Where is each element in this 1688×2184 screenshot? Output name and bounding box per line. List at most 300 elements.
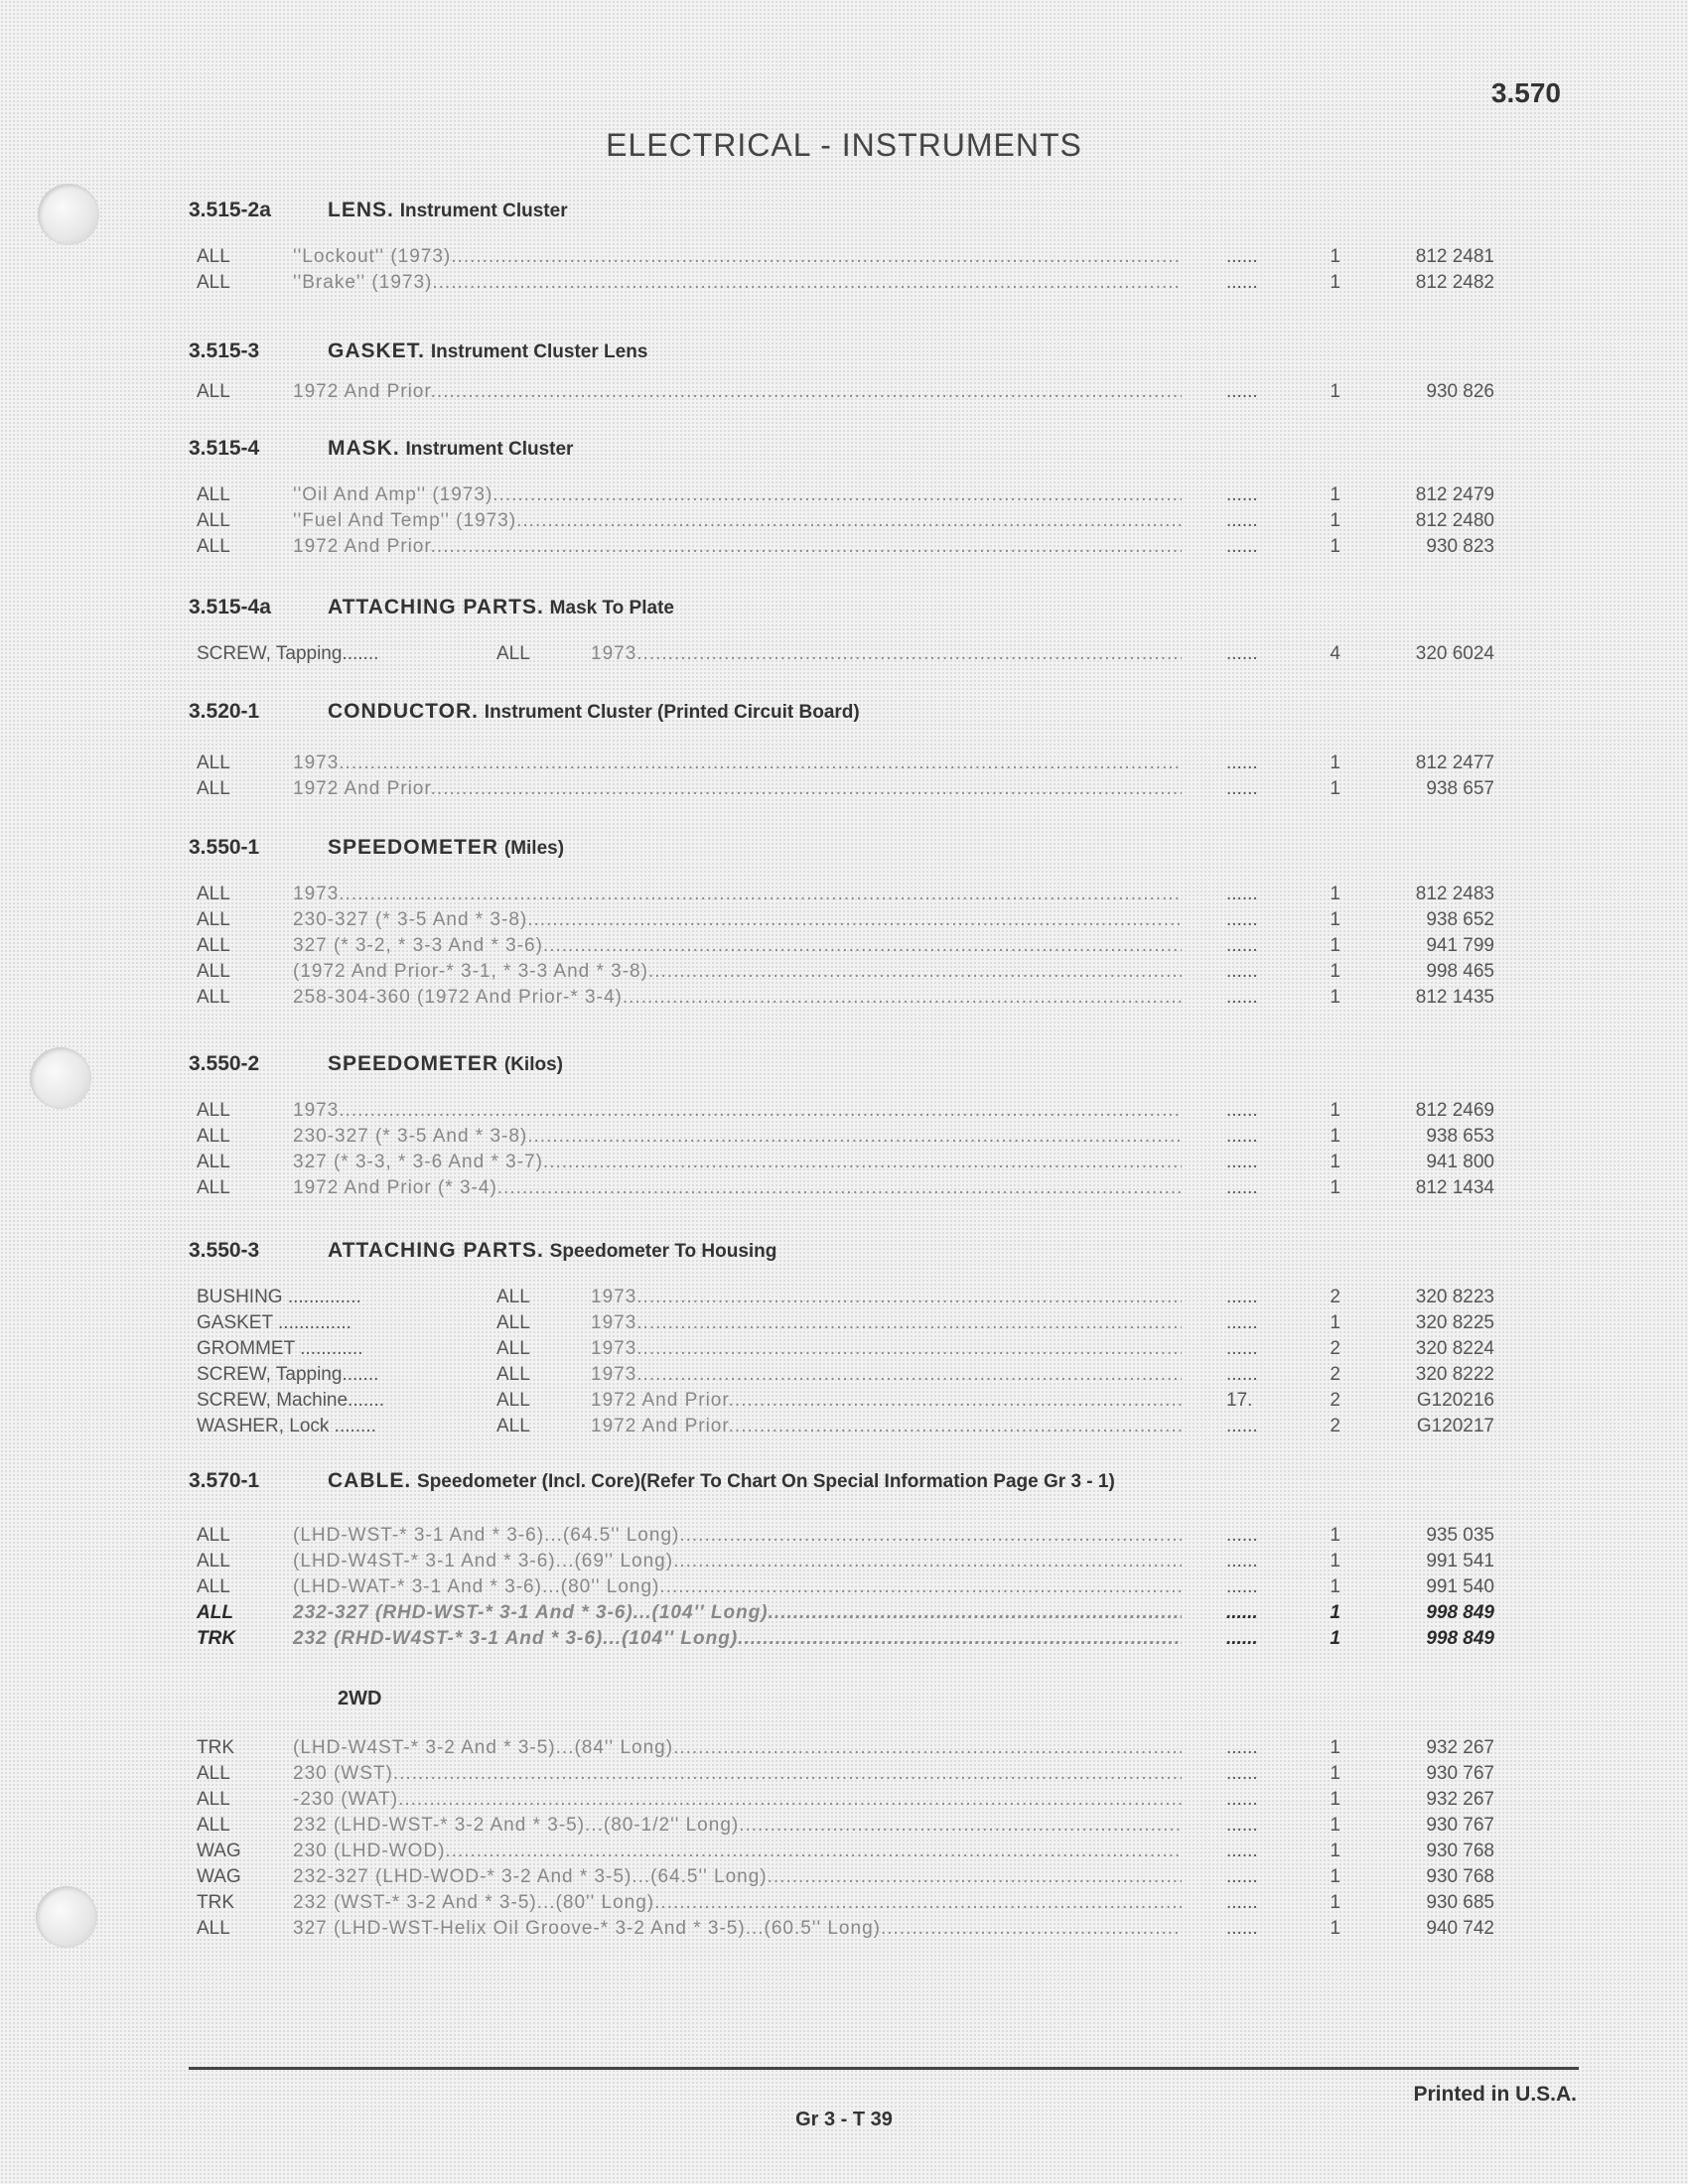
row-description [293, 1525, 1182, 1547]
row-quantity: 1 [1330, 1628, 1340, 1649]
parts-row [189, 1628, 1519, 1654]
section-name: GASKET. [328, 340, 426, 362]
section-number: 3.550-2 [189, 1052, 260, 1075]
row-part-number: 812 1434 [1415, 1177, 1494, 1198]
row-separator: ...... [1226, 643, 1258, 664]
binder-hole [36, 1886, 97, 1948]
row-description-text: ''Fuel And Temp'' (1973) [293, 510, 517, 531]
row-description-text: 1973 [591, 1338, 637, 1359]
row-part-number: 938 652 [1426, 909, 1494, 930]
row-description [293, 1152, 1182, 1173]
row-application: WAG [197, 1841, 241, 1861]
row-application: ALL [197, 246, 230, 267]
parts-row [189, 1841, 1519, 1866]
section-description: Instrument Cluster [399, 201, 568, 221]
parts-row [189, 484, 1519, 510]
row-description-text: -230 (WAT) [293, 1789, 399, 1810]
row-part-number: 932 267 [1426, 1737, 1494, 1758]
row-quantity: 1 [1330, 1737, 1340, 1758]
row-quantity: 1 [1330, 1551, 1340, 1571]
parts-row [189, 1789, 1519, 1815]
row-description-text: 232 (LHD-WST-* 3-2 And * 3-5)...(80-1/2'' Long) [293, 1815, 740, 1836]
row-part-number: 930 767 [1426, 1763, 1494, 1784]
row-separator: ...... [1226, 1312, 1258, 1333]
row-part-number: 930 768 [1426, 1866, 1494, 1887]
parts-row [189, 1338, 1519, 1364]
row-description [293, 752, 1182, 774]
row-description-text: 327 (* 3-3, * 3-6 And * 3-7) [293, 1152, 543, 1172]
row-part-number: 941 800 [1426, 1152, 1494, 1172]
row-application: ALL [197, 1576, 230, 1597]
section-number: 3.515-4 [189, 437, 260, 460]
row-model: ALL [496, 1416, 530, 1436]
parts-row [189, 643, 1519, 669]
row-separator: ...... [1226, 1815, 1258, 1836]
row-description [293, 1892, 1182, 1914]
row-separator: ...... [1226, 1602, 1258, 1623]
row-quantity: 1 [1330, 1763, 1340, 1784]
row-description-text: 258-304-360 (1972 And Prior-* 3-4) [293, 987, 623, 1008]
row-description [293, 1126, 1182, 1148]
row-description-text: (LHD-WAT-* 3-1 And * 3-6)...(80'' Long) [293, 1576, 660, 1597]
row-description [293, 1918, 1182, 1940]
section-name: MASK. [328, 437, 400, 460]
row-description [293, 778, 1182, 800]
footer-code: Gr 3 - T 39 [795, 2109, 893, 2130]
section-name: ATTACHING PARTS. [328, 1239, 544, 1262]
row-part-number: 320 6024 [1415, 643, 1494, 664]
row-part-number: 940 742 [1426, 1918, 1494, 1939]
section-description: Speedometer (Incl. Core)(Refer To Chart On Special Information Page Gr 3 - 1) [417, 1471, 1115, 1492]
row-separator: ...... [1226, 1177, 1258, 1198]
row-application: ALL [197, 1815, 230, 1836]
section-heading [189, 1239, 776, 1263]
section-heading [189, 700, 860, 724]
parts-row [189, 246, 1519, 272]
row-description-text: 230 (LHD-WOD) [293, 1841, 446, 1861]
row-description [293, 381, 1182, 403]
row-application: ALL [197, 961, 230, 982]
row-description [293, 1763, 1182, 1785]
row-separator: ...... [1226, 1841, 1258, 1861]
parts-row [189, 1892, 1519, 1918]
row-application: TRK [197, 1628, 236, 1649]
row-application: ALL [197, 935, 230, 956]
row-application: ALL [197, 1100, 230, 1121]
row-part-number: 930 767 [1426, 1815, 1494, 1836]
row-part-number: 930 823 [1426, 536, 1494, 557]
row-quantity: 2 [1330, 1338, 1340, 1359]
row-description-text: (LHD-W4ST-* 3-1 And * 3-6)...(69'' Long) [293, 1551, 674, 1571]
row-separator: ...... [1226, 484, 1258, 505]
row-separator: ...... [1226, 884, 1258, 904]
row-quantity: 1 [1330, 246, 1340, 267]
parts-row [189, 935, 1519, 961]
row-part-number: 320 8223 [1415, 1287, 1494, 1307]
row-part-number: 998 849 [1426, 1602, 1494, 1623]
section-name: SPEEDOMETER [328, 836, 499, 859]
row-application: TRK [197, 1892, 234, 1913]
row-description-text: 1972 And Prior [591, 1390, 729, 1411]
row-description [293, 1100, 1182, 1122]
section-number: 3.550-3 [189, 1239, 260, 1262]
row-application: ALL [197, 1763, 230, 1784]
row-description-text: 232 (RHD-W4ST-* 3-1 And * 3-6)...(104'' Long) [293, 1628, 739, 1649]
row-part-number: 812 2482 [1415, 272, 1494, 293]
row-application: SCREW, Tapping....... [197, 643, 379, 664]
row-description-text: 1973 [591, 1364, 637, 1385]
row-separator: ...... [1226, 1126, 1258, 1147]
parts-row [189, 272, 1519, 298]
row-application: ALL [197, 484, 230, 505]
parts-row [189, 1737, 1519, 1763]
parts-row [189, 1866, 1519, 1892]
row-part-number: 991 540 [1426, 1576, 1494, 1597]
row-application: ALL [197, 1602, 233, 1623]
row-quantity: 1 [1330, 1100, 1340, 1121]
parts-row [189, 381, 1519, 407]
row-description-text: ''Oil And Amp'' (1973) [293, 484, 493, 505]
row-description [293, 909, 1182, 931]
section-heading [189, 836, 564, 860]
row-quantity: 1 [1330, 1918, 1340, 1939]
parts-row [189, 1390, 1519, 1416]
row-quantity: 1 [1330, 1815, 1340, 1836]
row-separator: ...... [1226, 1866, 1258, 1887]
row-model: ALL [496, 1390, 530, 1411]
row-quantity: 1 [1330, 778, 1340, 799]
parts-row [189, 1602, 1519, 1628]
parts-row [189, 1918, 1519, 1944]
row-separator: ...... [1226, 1364, 1258, 1385]
row-description [591, 1338, 1182, 1360]
section-heading [189, 1469, 1115, 1493]
row-description-text: 232 (WST-* 3-2 And * 3-5)...(80'' Long) [293, 1892, 655, 1913]
row-application: TRK [197, 1737, 234, 1758]
row-application: ALL [197, 987, 230, 1008]
footer-rule [189, 2067, 1579, 2070]
row-description-text: 1973 [293, 884, 340, 904]
row-description-text: 1973 [591, 1287, 637, 1307]
row-separator: ...... [1226, 935, 1258, 956]
row-application: GASKET .............. [197, 1312, 352, 1333]
row-part-number: 938 653 [1426, 1126, 1494, 1147]
row-quantity: 2 [1330, 1364, 1340, 1385]
page-number: 3.570 [1490, 77, 1561, 108]
row-quantity: 1 [1330, 381, 1340, 402]
row-application: ALL [197, 1126, 230, 1147]
parts-row [189, 1815, 1519, 1841]
parts-row [189, 1126, 1519, 1152]
row-description [293, 1789, 1182, 1811]
printed-note: Printed in U.S.A. [1413, 2083, 1577, 2106]
row-application: ALL [197, 536, 230, 557]
row-quantity: 1 [1330, 987, 1340, 1008]
row-part-number: 812 2479 [1415, 484, 1494, 505]
row-application: ALL [197, 1789, 230, 1810]
row-description [293, 1576, 1182, 1598]
row-quantity: 1 [1330, 752, 1340, 773]
row-separator: ...... [1226, 1628, 1258, 1649]
row-description-text: (1972 And Prior-* 3-1, * 3-3 And * 3-8) [293, 961, 648, 982]
parts-row [189, 1364, 1519, 1390]
row-description [293, 1866, 1182, 1888]
row-description-text: 230-327 (* 3-5 And * 3-8) [293, 1126, 528, 1147]
row-application: SCREW, Machine....... [197, 1390, 384, 1411]
row-description-text: ''Brake'' (1973) [293, 272, 433, 293]
section-description: Instrument Cluster (Printed Circuit Board) [484, 702, 860, 723]
row-description-text: 1972 And Prior [293, 381, 431, 402]
row-separator: ...... [1226, 1576, 1258, 1597]
row-separator: ...... [1226, 1416, 1258, 1436]
row-application: SCREW, Tapping....... [197, 1364, 379, 1385]
row-part-number: 991 541 [1426, 1551, 1494, 1571]
row-application: ALL [197, 778, 230, 799]
row-description-text: 327 (* 3-2, * 3-3 And * 3-6) [293, 935, 543, 956]
row-description [293, 987, 1182, 1009]
row-description-text: 1973 [293, 1100, 340, 1121]
row-description-text: 1972 And Prior [293, 778, 431, 799]
section-description: (Kilos) [503, 1054, 563, 1075]
row-application: ALL [197, 752, 230, 773]
row-application: WAG [197, 1866, 241, 1887]
row-model: ALL [496, 643, 530, 664]
section-heading [189, 437, 573, 461]
row-description [293, 1737, 1182, 1759]
row-quantity: 1 [1330, 1525, 1340, 1546]
parts-row [189, 987, 1519, 1013]
row-separator: ...... [1226, 1100, 1258, 1121]
row-description [293, 1602, 1182, 1624]
section-name: CONDUCTOR. [328, 700, 479, 723]
row-description [293, 484, 1182, 506]
row-part-number: 938 657 [1426, 778, 1494, 799]
row-separator: ...... [1226, 1918, 1258, 1939]
parts-row [189, 961, 1519, 987]
row-separator: ...... [1226, 1737, 1258, 1758]
row-part-number: 935 035 [1426, 1525, 1494, 1546]
row-description-text: 1973 [293, 752, 340, 773]
row-quantity: 1 [1330, 1126, 1340, 1147]
row-quantity: 1 [1330, 1892, 1340, 1913]
row-description-text: 1972 And Prior [293, 536, 431, 557]
section-number: 3.515-3 [189, 340, 260, 362]
row-application: BUSHING .............. [197, 1287, 361, 1307]
row-quantity: 1 [1330, 1602, 1340, 1623]
row-model: ALL [496, 1287, 530, 1307]
row-application: ALL [197, 909, 230, 930]
parts-row [189, 752, 1519, 778]
row-description-text: ''Lockout'' (1973) [293, 246, 452, 267]
row-part-number: 998 849 [1426, 1628, 1494, 1649]
row-description [293, 961, 1182, 983]
row-application: ALL [197, 1918, 230, 1939]
row-quantity: 1 [1330, 909, 1340, 930]
parts-row [189, 1177, 1519, 1203]
row-separator: ...... [1226, 272, 1258, 293]
row-description [293, 1628, 1182, 1650]
row-part-number: 320 8222 [1415, 1364, 1494, 1385]
row-separator: ...... [1226, 1287, 1258, 1307]
page-title: ELECTRICAL - INSTRUMENTS [606, 127, 1082, 163]
row-application: ALL [197, 884, 230, 904]
section-description: Speedometer To Housing [549, 1241, 777, 1262]
row-description-text: (LHD-W4ST-* 3-2 And * 3-5)...(84'' Long) [293, 1737, 674, 1758]
row-part-number: 812 2480 [1415, 510, 1494, 531]
row-quantity: 1 [1330, 272, 1340, 293]
section-heading [189, 340, 647, 363]
row-quantity: 1 [1330, 884, 1340, 904]
section-description: Instrument Cluster [405, 439, 574, 460]
row-description [293, 1815, 1182, 1837]
section-name: LENS. [328, 199, 394, 221]
parts-row [189, 1525, 1519, 1551]
section-heading [189, 596, 674, 619]
row-application: ALL [197, 381, 230, 402]
parts-row [189, 1287, 1519, 1312]
row-description-text: 232-327 (LHD-WOD-* 3-2 And * 3-5)...(64.5'' Long) [293, 1866, 768, 1887]
row-separator: ...... [1226, 987, 1258, 1008]
binder-hole [30, 1047, 91, 1109]
section-number: 3.515-4a [189, 596, 271, 618]
row-part-number: G120216 [1416, 1390, 1494, 1411]
row-quantity: 2 [1330, 1390, 1340, 1411]
row-quantity: 1 [1330, 1576, 1340, 1597]
row-quantity: 2 [1330, 1287, 1340, 1307]
row-part-number: 812 1435 [1415, 987, 1494, 1008]
row-part-number: 998 465 [1426, 961, 1494, 982]
row-separator: ...... [1226, 1551, 1258, 1571]
row-description-text: 1972 And Prior (* 3-4) [293, 1177, 497, 1198]
row-description-text: 1973 [591, 1312, 637, 1333]
row-quantity: 1 [1330, 1866, 1340, 1887]
row-quantity: 1 [1330, 484, 1340, 505]
section-description: Mask To Plate [549, 598, 674, 618]
row-quantity: 1 [1330, 1177, 1340, 1198]
row-description-text: 327 (LHD-WST-Helix Oil Groove-* 3-2 And * 3-5)...(60.5'' Long) [293, 1918, 881, 1939]
row-quantity: 2 [1330, 1416, 1340, 1436]
row-description [591, 1287, 1182, 1308]
row-description [591, 1390, 1182, 1412]
row-part-number: 320 8224 [1415, 1338, 1494, 1359]
row-separator: ...... [1226, 752, 1258, 773]
row-separator: ...... [1226, 246, 1258, 267]
section-number: 3.550-1 [189, 836, 260, 859]
row-description-text: 1973 [591, 643, 637, 664]
row-separator: ...... [1226, 778, 1258, 799]
parts-row [189, 510, 1519, 536]
row-quantity: 1 [1330, 1841, 1340, 1861]
row-application: ALL [197, 510, 230, 531]
row-model: ALL [496, 1338, 530, 1359]
row-separator: ...... [1226, 1763, 1258, 1784]
row-quantity: 4 [1330, 643, 1340, 664]
row-separator: ...... [1226, 381, 1258, 402]
row-part-number: 812 2481 [1415, 246, 1494, 267]
section-description: (Miles) [503, 838, 565, 859]
row-description [293, 272, 1182, 294]
row-part-number: 930 768 [1426, 1841, 1494, 1861]
row-description [591, 643, 1182, 665]
row-quantity: 1 [1330, 510, 1340, 531]
row-part-number: G120217 [1416, 1416, 1494, 1436]
row-quantity: 1 [1330, 935, 1340, 956]
row-part-number: 320 8225 [1415, 1312, 1494, 1333]
row-separator: ...... [1226, 1892, 1258, 1913]
section-name: CABLE. [328, 1469, 412, 1492]
section-description: Instrument Cluster Lens [430, 341, 648, 362]
row-description-text: 232-327 (RHD-WST-* 3-1 And * 3-6)...(104'' Long) [293, 1602, 769, 1623]
section-heading [189, 1052, 563, 1076]
row-description [293, 1551, 1182, 1572]
row-description [591, 1312, 1182, 1334]
parts-row [189, 884, 1519, 909]
row-separator: ...... [1226, 909, 1258, 930]
parts-row [189, 536, 1519, 562]
row-application: GROMMET ............ [197, 1338, 363, 1359]
section-number: 3.570-1 [189, 1469, 260, 1492]
row-description-text: 230-327 (* 3-5 And * 3-8) [293, 909, 528, 930]
row-separator: ...... [1226, 1525, 1258, 1546]
subsection-label: 2WD [338, 1688, 382, 1709]
parts-row [189, 1576, 1519, 1602]
row-part-number: 930 826 [1426, 381, 1494, 402]
row-description [293, 1841, 1182, 1862]
row-description [293, 935, 1182, 957]
row-application: ALL [197, 272, 230, 293]
row-quantity: 1 [1330, 1152, 1340, 1172]
parts-row [189, 1763, 1519, 1789]
row-separator: 17. [1226, 1390, 1253, 1411]
row-description [293, 246, 1182, 268]
row-part-number: 812 2477 [1415, 752, 1494, 773]
row-description-text: (LHD-WST-* 3-1 And * 3-6)...(64.5'' Long) [293, 1525, 680, 1546]
row-separator: ...... [1226, 510, 1258, 531]
section-number: 3.520-1 [189, 700, 260, 723]
row-quantity: 1 [1330, 961, 1340, 982]
section-number: 3.515-2a [189, 199, 271, 221]
parts-row [189, 1416, 1519, 1441]
row-quantity: 1 [1330, 1312, 1340, 1333]
parts-row [189, 1152, 1519, 1177]
row-application: ALL [197, 1152, 230, 1172]
row-model: ALL [496, 1312, 530, 1333]
row-part-number: 812 2469 [1415, 1100, 1494, 1121]
section-name: ATTACHING PARTS. [328, 596, 544, 618]
row-part-number: 930 685 [1426, 1892, 1494, 1913]
parts-row [189, 778, 1519, 804]
row-part-number: 941 799 [1426, 935, 1494, 956]
row-separator: ...... [1226, 1789, 1258, 1810]
row-quantity: 1 [1330, 1789, 1340, 1810]
section-name: SPEEDOMETER [328, 1052, 499, 1075]
row-part-number: 812 2483 [1415, 884, 1494, 904]
row-application: WASHER, Lock ........ [197, 1416, 376, 1436]
section-heading [189, 199, 568, 222]
row-description-text: 230 (WST) [293, 1763, 393, 1784]
row-description [293, 884, 1182, 905]
row-description [293, 510, 1182, 532]
parts-row [189, 1312, 1519, 1338]
row-description [591, 1364, 1182, 1386]
row-separator: ...... [1226, 1338, 1258, 1359]
row-description [293, 1177, 1182, 1199]
row-application: ALL [197, 1177, 230, 1198]
row-description [591, 1416, 1182, 1437]
parts-row [189, 909, 1519, 935]
row-separator: ...... [1226, 536, 1258, 557]
row-separator: ...... [1226, 1152, 1258, 1172]
